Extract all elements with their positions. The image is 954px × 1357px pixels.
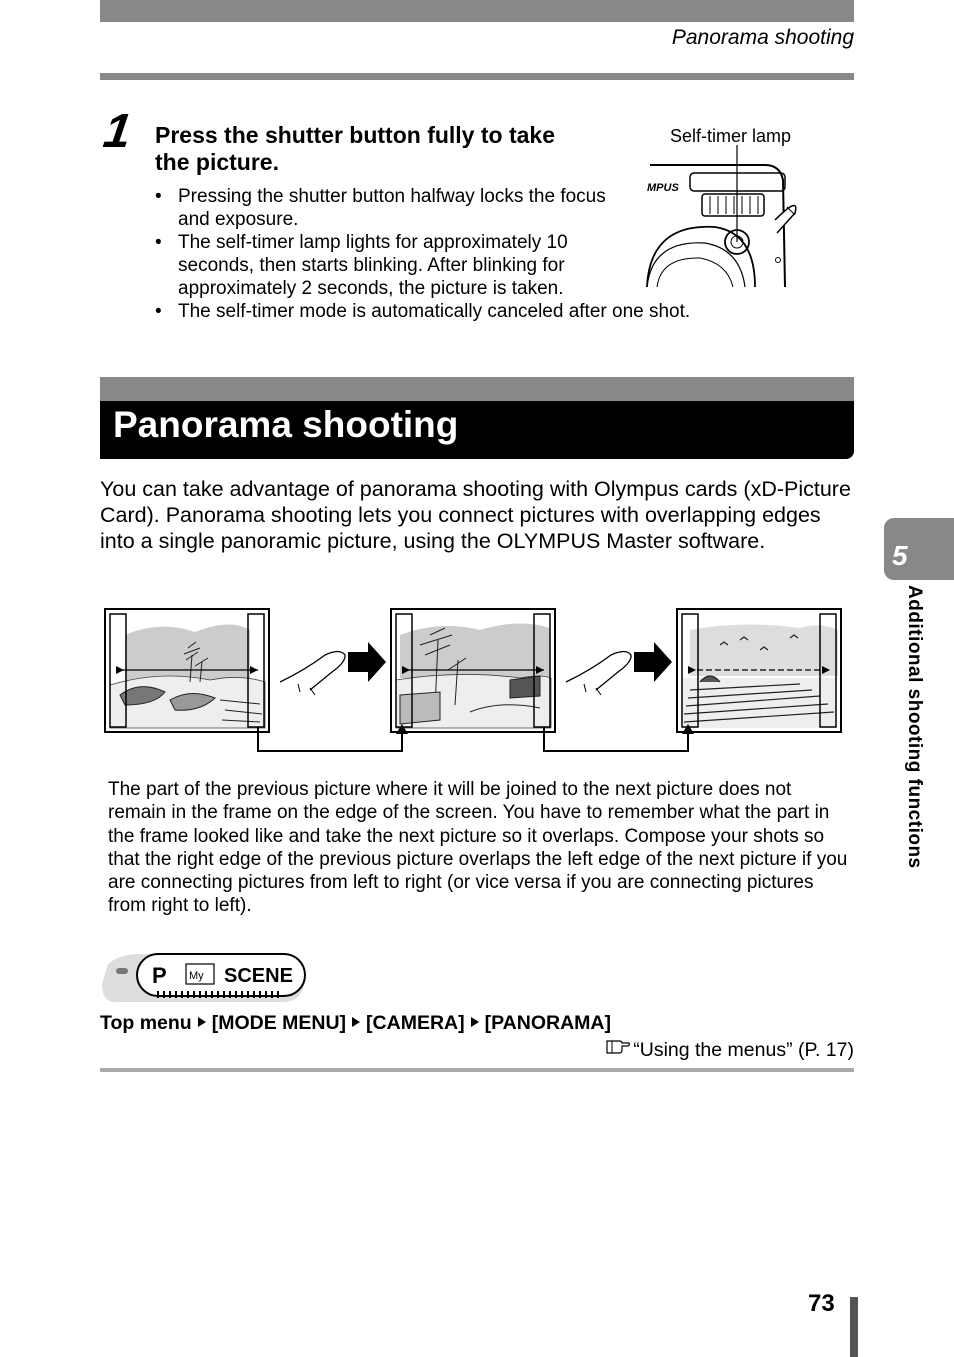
mode-p-icon: P xyxy=(152,963,167,988)
mode-dial-icons xyxy=(100,950,310,1006)
camera-logo: MPUS xyxy=(647,182,679,194)
bullet-item: • The self-timer lamp lights for approximately 10 seconds, then starts blinking. After blinking for approximately 2 seconds, the picture is taken. xyxy=(155,231,615,300)
pan-hand-icon xyxy=(280,652,345,696)
arrow-right-icon xyxy=(198,1017,206,1027)
next-arrow-icon xyxy=(634,642,672,682)
chapter-title: Additional shooting functions xyxy=(904,585,925,869)
running-title: Panorama shooting xyxy=(671,26,854,49)
section-end-rule xyxy=(100,1068,854,1072)
hand-pointer-icon xyxy=(605,1038,631,1056)
menu-reference xyxy=(605,1038,854,1062)
menu-path xyxy=(100,1012,611,1035)
panorama-frame-1 xyxy=(105,609,269,732)
bullet-item: • The self-timer mode is automatically canceled after one shot. xyxy=(155,300,818,323)
page-number: 73 xyxy=(808,1290,835,1317)
step-number: 1 xyxy=(100,105,135,158)
panorama-frame-2 xyxy=(391,609,555,732)
mode-scene-icon: SCENE xyxy=(224,965,293,987)
header-rule xyxy=(100,73,854,80)
page-edge-bar xyxy=(850,1297,858,1357)
overlap-note: The part of the previous picture where it will be joined to the next picture does not remain in the frame on the edge of the screen. You have to remember what the part in the frame looked like and take the next picture so it overlaps. Compose your shots so that the right edge of the previous picture overlaps the left edge of the next picture if you are connecting pictures from left to right (or vice versa if you are connecting pictures from right to left). xyxy=(108,779,848,917)
menu-path-item: [PANORAMA] xyxy=(484,1012,611,1034)
pan-hand-icon xyxy=(566,652,631,696)
menu-path-item: Top menu xyxy=(100,1012,192,1034)
section-intro: You can take advantage of panorama shooting with Olympus cards (xD-Picture Card). Panorama shooting lets you connect pictures with overlapping edges into a single panoramic picture, using the OLYMPUS Master software. xyxy=(100,477,851,553)
arrow-right-icon xyxy=(352,1017,360,1027)
bullet-item: • Pressing the shutter button halfway locks the focus and exposure. xyxy=(155,185,615,231)
panorama-diagram xyxy=(100,600,850,760)
mode-my-icon: My xyxy=(189,970,204,982)
camera-illustration xyxy=(645,145,805,290)
reference-text: “Using the menus” (P. 17) xyxy=(633,1039,854,1061)
menu-path-item: [MODE MENU] xyxy=(211,1012,347,1034)
step-heading: Press the shutter button fully to take the picture. xyxy=(155,122,555,175)
self-timer-lamp-label: Self-timer lamp xyxy=(670,126,792,146)
header-bar xyxy=(100,0,854,22)
menu-path-item: [CAMERA] xyxy=(366,1012,465,1034)
section-title: Panorama shooting xyxy=(113,404,459,445)
panorama-frame-3 xyxy=(677,609,841,732)
next-arrow-icon xyxy=(348,642,386,682)
chapter-number: 5 xyxy=(892,540,908,571)
arrow-right-icon xyxy=(471,1017,479,1027)
